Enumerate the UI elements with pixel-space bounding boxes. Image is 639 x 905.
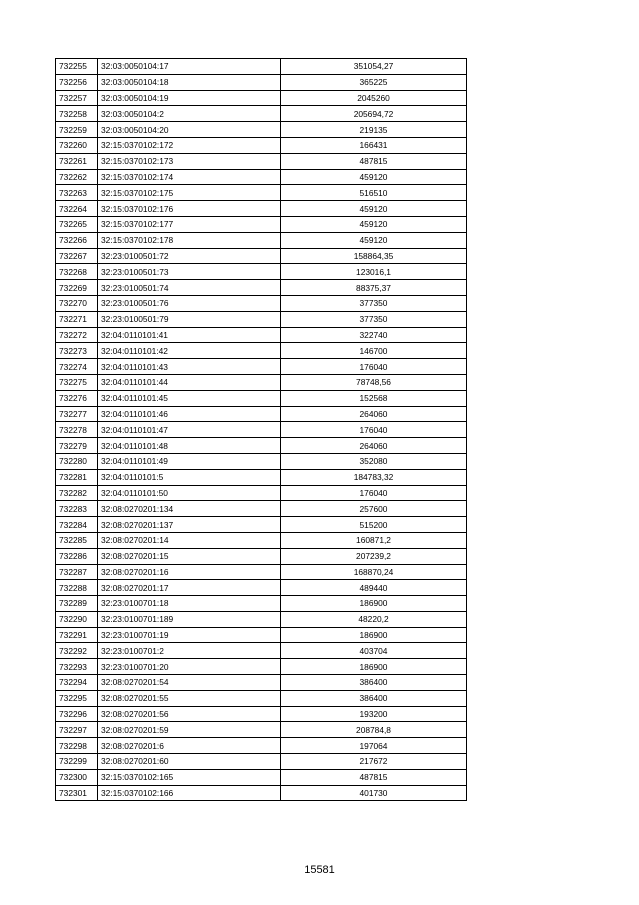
row-number-cell: 732281 xyxy=(56,469,98,485)
value-cell: 186900 xyxy=(281,659,467,675)
value-cell: 264060 xyxy=(281,438,467,454)
value-cell: 176040 xyxy=(281,359,467,375)
value-cell: 184783,32 xyxy=(281,469,467,485)
table-row xyxy=(56,517,467,533)
table-row xyxy=(56,706,467,722)
row-number-cell: 732277 xyxy=(56,406,98,422)
table-row xyxy=(56,580,467,596)
value-cell: 176040 xyxy=(281,422,467,438)
row-number-cell: 732276 xyxy=(56,390,98,406)
row-number-cell: 732301 xyxy=(56,785,98,801)
table-row xyxy=(56,532,467,548)
value-cell: 322740 xyxy=(281,327,467,343)
row-number-cell: 732287 xyxy=(56,564,98,580)
value-cell: 487815 xyxy=(281,153,467,169)
row-number-cell: 732291 xyxy=(56,627,98,643)
cadastral-number-cell: 32:15:0370102:165 xyxy=(98,769,281,785)
row-number-cell: 732266 xyxy=(56,232,98,248)
value-cell: 166431 xyxy=(281,137,467,153)
cadastral-number-cell: 32:15:0370102:172 xyxy=(98,137,281,153)
row-number-cell: 732286 xyxy=(56,548,98,564)
table-row xyxy=(56,201,467,217)
cadastral-number-cell: 32:03:0050104:18 xyxy=(98,74,281,90)
value-cell: 459120 xyxy=(281,201,467,217)
cadastral-number-cell: 32:04:0110101:48 xyxy=(98,438,281,454)
cadastral-number-cell: 32:23:0100501:72 xyxy=(98,248,281,264)
row-number-cell: 732275 xyxy=(56,374,98,390)
cadastral-number-cell: 32:08:0270201:60 xyxy=(98,754,281,770)
cadastral-number-cell: 32:08:0270201:59 xyxy=(98,722,281,738)
row-number-cell: 732299 xyxy=(56,754,98,770)
row-number-cell: 732267 xyxy=(56,248,98,264)
value-cell: 365225 xyxy=(281,74,467,90)
row-number-cell: 732282 xyxy=(56,485,98,501)
cadastral-number-cell: 32:23:0100701:2 xyxy=(98,643,281,659)
value-cell: 401730 xyxy=(281,785,467,801)
row-number-cell: 732292 xyxy=(56,643,98,659)
cadastral-number-cell: 32:04:0110101:44 xyxy=(98,374,281,390)
table-row xyxy=(56,122,467,138)
row-number-cell: 732256 xyxy=(56,74,98,90)
table-row xyxy=(56,438,467,454)
value-cell: 459120 xyxy=(281,169,467,185)
row-number-cell: 732259 xyxy=(56,122,98,138)
cadastral-number-cell: 32:04:0110101:50 xyxy=(98,485,281,501)
row-number-cell: 732262 xyxy=(56,169,98,185)
row-number-cell: 732274 xyxy=(56,359,98,375)
row-number-cell: 732293 xyxy=(56,659,98,675)
table-row xyxy=(56,469,467,485)
row-number-cell: 732264 xyxy=(56,201,98,217)
cadastral-number-cell: 32:08:0270201:6 xyxy=(98,738,281,754)
row-number-cell: 732289 xyxy=(56,596,98,612)
table-row xyxy=(56,754,467,770)
value-cell: 186900 xyxy=(281,596,467,612)
cadastral-number-cell: 32:08:0270201:56 xyxy=(98,706,281,722)
cadastral-number-cell: 32:08:0270201:15 xyxy=(98,548,281,564)
row-number-cell: 732280 xyxy=(56,453,98,469)
value-cell: 516510 xyxy=(281,185,467,201)
value-cell: 123016,1 xyxy=(281,264,467,280)
row-number-cell: 732296 xyxy=(56,706,98,722)
value-cell: 377350 xyxy=(281,311,467,327)
value-cell: 205694,72 xyxy=(281,106,467,122)
cadastral-number-cell: 32:04:0110101:42 xyxy=(98,343,281,359)
table-row xyxy=(56,722,467,738)
table-row xyxy=(56,611,467,627)
table-row xyxy=(56,501,467,517)
value-cell: 403704 xyxy=(281,643,467,659)
value-cell: 377350 xyxy=(281,295,467,311)
table-row xyxy=(56,280,467,296)
table-row xyxy=(56,422,467,438)
table-row xyxy=(56,311,467,327)
table-row xyxy=(56,106,467,122)
value-cell: 386400 xyxy=(281,690,467,706)
table-row xyxy=(56,295,467,311)
value-cell: 168870,24 xyxy=(281,564,467,580)
table-row xyxy=(56,659,467,675)
cadastral-number-cell: 32:15:0370102:178 xyxy=(98,232,281,248)
table-row xyxy=(56,485,467,501)
row-number-cell: 732300 xyxy=(56,769,98,785)
table-row xyxy=(56,59,467,75)
value-cell: 257600 xyxy=(281,501,467,517)
row-number-cell: 732298 xyxy=(56,738,98,754)
cadastral-number-cell: 32:23:0100501:74 xyxy=(98,280,281,296)
cadastral-number-cell: 32:04:0110101:46 xyxy=(98,406,281,422)
value-cell: 2045260 xyxy=(281,90,467,106)
table-row xyxy=(56,216,467,232)
cadastral-number-cell: 32:03:0050104:17 xyxy=(98,59,281,75)
value-cell: 207239,2 xyxy=(281,548,467,564)
row-number-cell: 732271 xyxy=(56,311,98,327)
value-cell: 487815 xyxy=(281,769,467,785)
row-number-cell: 732261 xyxy=(56,153,98,169)
table-row xyxy=(56,390,467,406)
value-cell: 219135 xyxy=(281,122,467,138)
cadastral-number-cell: 32:03:0050104:2 xyxy=(98,106,281,122)
row-number-cell: 732260 xyxy=(56,137,98,153)
row-number-cell: 732257 xyxy=(56,90,98,106)
row-number-cell: 732263 xyxy=(56,185,98,201)
page-number: 15581 xyxy=(304,864,335,876)
table-row xyxy=(56,343,467,359)
cadastral-number-cell: 32:04:0110101:5 xyxy=(98,469,281,485)
value-cell: 48220,2 xyxy=(281,611,467,627)
row-number-cell: 732273 xyxy=(56,343,98,359)
table-row xyxy=(56,596,467,612)
row-number-cell: 732268 xyxy=(56,264,98,280)
value-cell: 459120 xyxy=(281,232,467,248)
row-number-cell: 732288 xyxy=(56,580,98,596)
table-row xyxy=(56,769,467,785)
table-row xyxy=(56,169,467,185)
cadastral-value-table xyxy=(55,58,467,801)
table-row xyxy=(56,137,467,153)
value-cell: 352080 xyxy=(281,453,467,469)
cadastral-number-cell: 32:04:0110101:45 xyxy=(98,390,281,406)
cadastral-number-cell: 32:08:0270201:134 xyxy=(98,501,281,517)
value-cell: 88375,37 xyxy=(281,280,467,296)
value-cell: 459120 xyxy=(281,216,467,232)
cadastral-number-cell: 32:04:0110101:41 xyxy=(98,327,281,343)
value-cell: 78748,56 xyxy=(281,374,467,390)
table-row xyxy=(56,453,467,469)
value-cell: 146700 xyxy=(281,343,467,359)
value-cell: 197064 xyxy=(281,738,467,754)
cadastral-number-cell: 32:23:0100701:20 xyxy=(98,659,281,675)
cadastral-number-cell: 32:08:0270201:54 xyxy=(98,675,281,691)
cadastral-number-cell: 32:23:0100501:76 xyxy=(98,295,281,311)
table-row xyxy=(56,264,467,280)
cadastral-number-cell: 32:15:0370102:166 xyxy=(98,785,281,801)
value-cell: 158864,35 xyxy=(281,248,467,264)
table-row xyxy=(56,359,467,375)
table-row xyxy=(56,74,467,90)
table-row xyxy=(56,374,467,390)
cadastral-number-cell: 32:03:0050104:20 xyxy=(98,122,281,138)
value-cell: 515200 xyxy=(281,517,467,533)
table-row xyxy=(56,548,467,564)
row-number-cell: 732265 xyxy=(56,216,98,232)
table-row xyxy=(56,185,467,201)
value-cell: 152568 xyxy=(281,390,467,406)
table-row xyxy=(56,248,467,264)
cadastral-number-cell: 32:23:0100501:73 xyxy=(98,264,281,280)
row-number-cell: 732255 xyxy=(56,59,98,75)
value-cell: 351054,27 xyxy=(281,59,467,75)
table-row xyxy=(56,738,467,754)
cadastral-number-cell: 32:23:0100701:19 xyxy=(98,627,281,643)
row-number-cell: 732294 xyxy=(56,675,98,691)
table-row xyxy=(56,690,467,706)
cadastral-number-cell: 32:04:0110101:43 xyxy=(98,359,281,375)
value-cell: 208784,8 xyxy=(281,722,467,738)
table-row xyxy=(56,406,467,422)
table-row xyxy=(56,327,467,343)
row-number-cell: 732297 xyxy=(56,722,98,738)
cadastral-number-cell: 32:23:0100501:79 xyxy=(98,311,281,327)
row-number-cell: 732290 xyxy=(56,611,98,627)
cadastral-number-cell: 32:08:0270201:17 xyxy=(98,580,281,596)
cadastral-number-cell: 32:08:0270201:14 xyxy=(98,532,281,548)
table-row xyxy=(56,627,467,643)
row-number-cell: 732272 xyxy=(56,327,98,343)
row-number-cell: 732278 xyxy=(56,422,98,438)
value-cell: 217672 xyxy=(281,754,467,770)
cadastral-number-cell: 32:15:0370102:175 xyxy=(98,185,281,201)
value-cell: 160871,2 xyxy=(281,532,467,548)
row-number-cell: 732295 xyxy=(56,690,98,706)
table-row xyxy=(56,232,467,248)
value-cell: 193200 xyxy=(281,706,467,722)
cadastral-number-cell: 32:15:0370102:176 xyxy=(98,201,281,217)
row-number-cell: 732258 xyxy=(56,106,98,122)
row-number-cell: 732269 xyxy=(56,280,98,296)
row-number-cell: 732270 xyxy=(56,295,98,311)
cadastral-number-cell: 32:23:0100701:189 xyxy=(98,611,281,627)
row-number-cell: 732285 xyxy=(56,532,98,548)
table-row xyxy=(56,564,467,580)
cadastral-number-cell: 32:15:0370102:174 xyxy=(98,169,281,185)
table-row xyxy=(56,90,467,106)
cadastral-number-cell: 32:08:0270201:137 xyxy=(98,517,281,533)
value-cell: 176040 xyxy=(281,485,467,501)
cadastral-number-cell: 32:23:0100701:18 xyxy=(98,596,281,612)
table-row xyxy=(56,643,467,659)
table-body xyxy=(56,59,467,801)
cadastral-number-cell: 32:04:0110101:49 xyxy=(98,453,281,469)
row-number-cell: 732284 xyxy=(56,517,98,533)
table-row xyxy=(56,675,467,691)
table-row xyxy=(56,153,467,169)
table-row xyxy=(56,785,467,801)
value-cell: 386400 xyxy=(281,675,467,691)
row-number-cell: 732283 xyxy=(56,501,98,517)
cadastral-number-cell: 32:08:0270201:16 xyxy=(98,564,281,580)
cadastral-number-cell: 32:08:0270201:55 xyxy=(98,690,281,706)
value-cell: 264060 xyxy=(281,406,467,422)
cadastral-number-cell: 32:15:0370102:173 xyxy=(98,153,281,169)
value-cell: 186900 xyxy=(281,627,467,643)
value-cell: 489440 xyxy=(281,580,467,596)
cadastral-number-cell: 32:03:0050104:19 xyxy=(98,90,281,106)
cadastral-number-cell: 32:04:0110101:47 xyxy=(98,422,281,438)
cadastral-number-cell: 32:15:0370102:177 xyxy=(98,216,281,232)
row-number-cell: 732279 xyxy=(56,438,98,454)
